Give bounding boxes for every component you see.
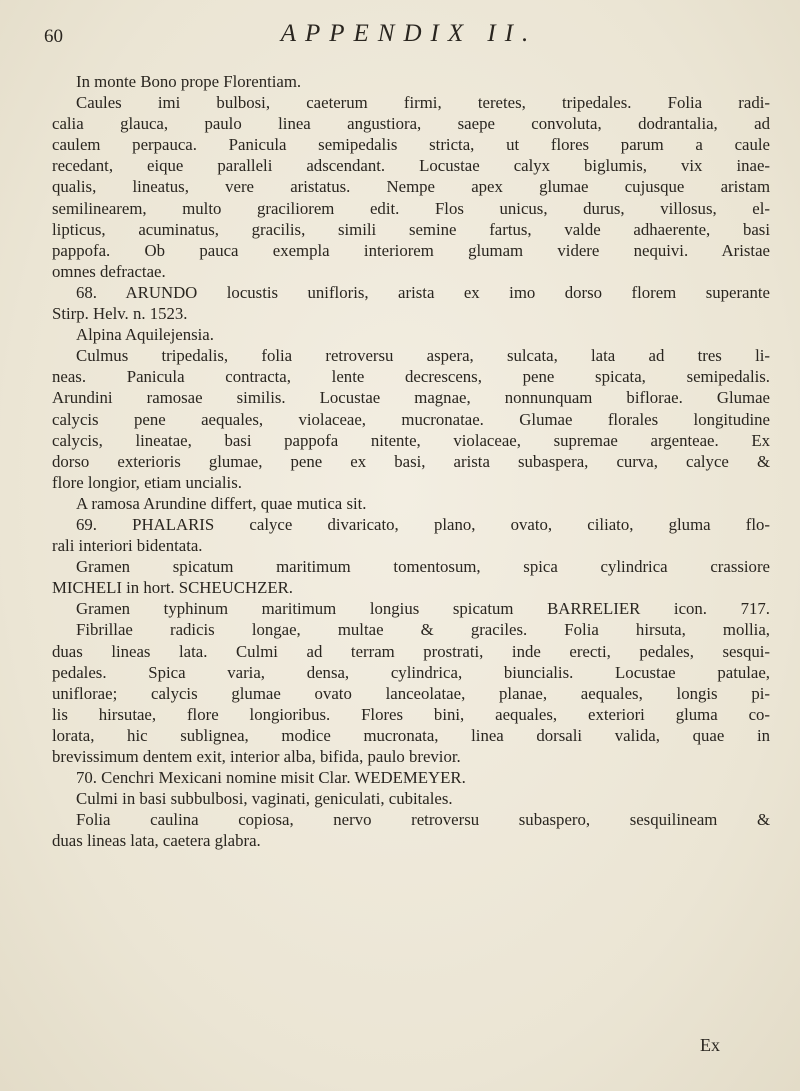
text-line: 70. Cenchri Mexicani nomine misit Clar. WEDEMEYER. (76, 768, 466, 788)
page-number: 60 (44, 26, 63, 47)
text-line: pedales. Spica varia, densa, cylindrica, biuncialis. Locustae patulae, (52, 662, 770, 682)
text-line: Gramen typhinum maritimum longius spicatum BARRELIER icon. 717. (76, 599, 770, 619)
page-header (44, 16, 774, 50)
text-line: pappofa. Ob pauca exempla interiorem glumam videre nequivi. Aristae (52, 240, 770, 260)
text-line: Culmus tripedalis, folia retroversu aspera, sulcata, lata ad tres li- (76, 346, 770, 366)
text-line: calia glauca, paulo linea angustiora, saepe convoluta, dodrantalia, ad (52, 114, 770, 134)
text-line: Alpina Aquilejensia. (76, 325, 214, 345)
text-line: omnes defractae. (52, 261, 166, 281)
text-line: 69. PHALARIS calyce divaricato, plano, ovato, ciliato, gluma flo- (76, 514, 770, 534)
text-line: MICHELI in hort. SCHEUCHZER. (52, 578, 293, 598)
text-line: A ramosa Arundine differt, quae mutica sit. (76, 493, 367, 513)
text-line: brevissimum dentem exit, interior alba, bifida, paulo brevior. (52, 747, 461, 766)
catchword: Ex (700, 1035, 720, 1055)
text-line: dorso exterioris glumae, pene ex basi, arista subaspera, curva, calyce & (52, 451, 770, 471)
text-line: duas lineas lata, caetera glabra. (52, 831, 261, 851)
text-line: Caules imi bulbosi, caeterum firmi, teretes, tripedales. Folia radi- (76, 93, 770, 113)
running-title: APPENDIX II. (280, 20, 538, 47)
text-line: neas. Panicula contracta, lente decrescens, pene spicata, semipedalis. (52, 367, 770, 387)
text-line: Arundini ramosae similis. Locustae magnae, nonnunquam biflorae. Glumae (52, 388, 770, 408)
text-line: Culmi in basi subbulbosi, vaginati, geniculati, cubitales. (76, 789, 453, 809)
text-line: calycis pene aequales, violaceae, mucronatae. Glumae florales longitudine (52, 409, 770, 429)
text-line: semilinearem, multo graciliorem edit. Flos unicus, durus, villosus, el- (52, 198, 770, 218)
text-line: Gramen spicatum maritimum tomentosum, spica cylindrica crassiore (76, 557, 770, 577)
text-line: Fibrillae radicis longae, multae & graciles. Folia hirsuta, mollia, (76, 620, 770, 640)
text-line: calycis, lineatae, basi pappofa nitente, violaceae, supremae argenteae. Ex (52, 430, 770, 450)
text-line: Stirp. Helv. n. 1523. (52, 304, 188, 324)
text-line: In monte Bono prope Florentiam. (76, 72, 302, 91)
text-line: flore longior, etiam uncialis. (52, 472, 242, 492)
text-line: Folia caulina copiosa, nervo retroversu subaspero, sesquilineam & (76, 810, 770, 830)
text-line: 68. ARUNDO locustis unifloris, arista ex imo dorso florem superante (76, 282, 770, 302)
text-line: caulem perpauca. Panicula semipedalis stricta, ut flores parum a caule (52, 135, 770, 155)
text-line: recedant, eique paralleli adscendant. Locustae calyx biglumis, vix inae- (52, 156, 770, 176)
text-line: qualis, lineatus, vere aristatus. Nempe apex glumae cujusque aristam (52, 177, 770, 197)
text-line: rali interiori bidentata. (52, 536, 203, 556)
text-line: lorata, hic sublignea, modice mucronata, linea dorsali valida, quae in (52, 725, 770, 745)
text-line: uniflorae; calycis glumae ovato lanceolatae, planae, aequales, longis pi- (52, 683, 770, 703)
body-text (52, 71, 770, 851)
text-line: lipticus, acuminatus, gracilis, simili semine fartus, valde adhaerente, basi (52, 219, 770, 239)
text-line: duas lineas lata. Culmi ad terram prostrati, inde erecti, pedales, sesqui- (52, 641, 770, 661)
text-line: lis hirsutae, flore longioribus. Flores bini, aequales, exteriori gluma co- (52, 704, 770, 724)
